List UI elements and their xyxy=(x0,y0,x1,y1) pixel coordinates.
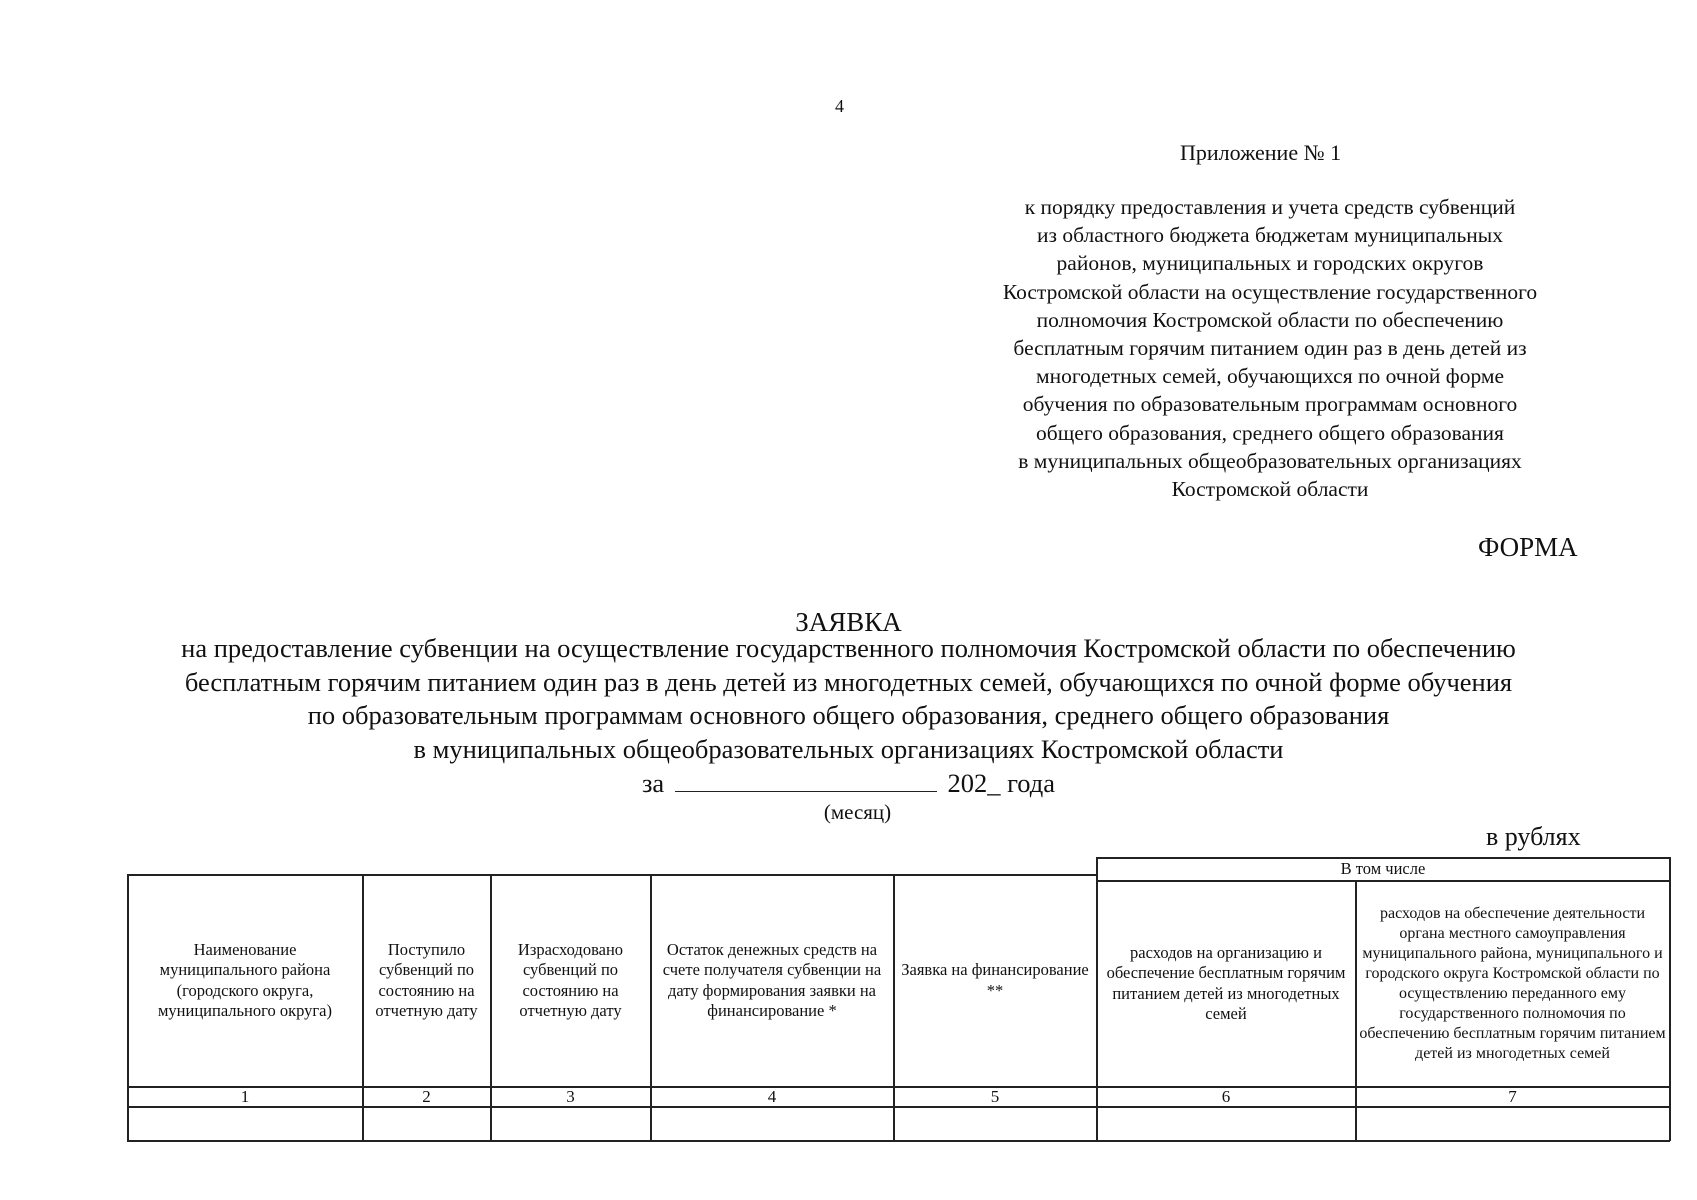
period-prefix: за xyxy=(641,768,665,798)
column-number: 7 xyxy=(1508,1087,1517,1106)
table-group-header: В том числе xyxy=(1340,858,1426,878)
column-header-funding-request: Заявка на финансирование ** xyxy=(901,960,1089,1000)
request-line: на предоставление субвенции на осуществление государственного полномочия Костромской области по обеспечению xyxy=(181,633,1516,663)
appendix-line: районов, муниципальных и городских округов xyxy=(1056,251,1484,276)
period-suffix: 202_ года xyxy=(947,768,1056,798)
appendix-line: Костромской области xyxy=(1171,477,1369,502)
table-cell-empty[interactable] xyxy=(128,1107,362,1140)
month-caption: (месяц) xyxy=(823,800,892,824)
column-number: 1 xyxy=(240,1087,250,1106)
column-number: 6 xyxy=(1221,1087,1231,1106)
table-cell-empty[interactable] xyxy=(491,1107,650,1140)
column-number: 4 xyxy=(767,1087,777,1106)
units-label: в рублях xyxy=(1486,822,1581,851)
form-label: ФОРМА xyxy=(1478,532,1578,562)
table-border xyxy=(1669,857,1671,1141)
request-title: ЗАЯВКА xyxy=(795,607,902,637)
appendix-line: в муниципальных общеобразовательных организациях xyxy=(1018,448,1522,473)
appendix-line: общего образования, среднего общего образования xyxy=(1036,420,1504,445)
appendix-line: к порядку предоставления и учета средств субвенций xyxy=(1024,195,1516,219)
table-cell-empty[interactable] xyxy=(1097,1107,1355,1140)
request-line: в муниципальных общеобразовательных организациях Костромской области xyxy=(413,733,1284,764)
appendix-line: Костромской области на осуществление государственного xyxy=(1002,279,1538,304)
request-line: бесплатным горячим питанием один раз в день детей из многодетных семей, обучающихся по очной форме обучения xyxy=(184,666,1513,697)
month-blank-field[interactable] xyxy=(675,769,937,792)
column-header-municipality: Наименование муниципального района (городского округа, муниципального округа) xyxy=(157,939,332,1020)
appendix-line: бесплатным горячим питанием один раз в день детей из xyxy=(1013,336,1527,361)
column-header-received: Поступило субвенций по состоянию на отчетную дату xyxy=(375,939,478,1020)
table-border xyxy=(127,1140,1670,1142)
column-header-spent: Израсходовано субвенций по состоянию на отчетную дату xyxy=(517,939,624,1020)
column-number: 2 xyxy=(422,1087,431,1106)
table-cell-empty[interactable] xyxy=(894,1107,1096,1140)
table-cell-empty[interactable] xyxy=(1356,1107,1669,1140)
appendix-line: многодетных семей, обучающихся по очной форме xyxy=(1035,364,1505,389)
appendix-line: полномочия Костромской области по обеспечению xyxy=(1036,307,1504,332)
column-header-meal-expenses: расходов на организацию и обеспечение бесплатным горячим питанием детей из многодетных семей xyxy=(1106,942,1346,1023)
appendix-title: Приложение № 1 xyxy=(1180,140,1342,165)
table-cell-empty[interactable] xyxy=(363,1107,490,1140)
request-description xyxy=(100,632,1597,766)
period-row xyxy=(0,768,1697,799)
appendix-line: обучения по образовательным программам основного xyxy=(1022,392,1518,417)
column-number: 3 xyxy=(566,1087,575,1106)
column-header-balance: Остаток денежных средств на счете получателя субвенции на дату формирования заявки на финансирование * xyxy=(662,939,882,1020)
page-number: 4 xyxy=(835,96,844,116)
column-number: 5 xyxy=(990,1087,1000,1106)
table-cell-empty[interactable] xyxy=(651,1107,893,1140)
appendix-text xyxy=(960,193,1580,503)
column-header-admin-expenses: расходов на обеспечение деятельности органа местного самоуправления муниципального района, муниципального и городского округа Костромской области по осуществлению переданного ему государственного полномочия по обеспечению бесплатным горячим питанием детей из многодетных семей xyxy=(1359,904,1666,1062)
request-line: по образовательным программам основного общего образования, среднего общего образования xyxy=(307,700,1390,730)
appendix-line: из областного бюджета бюджетам муниципальных xyxy=(1037,223,1503,248)
